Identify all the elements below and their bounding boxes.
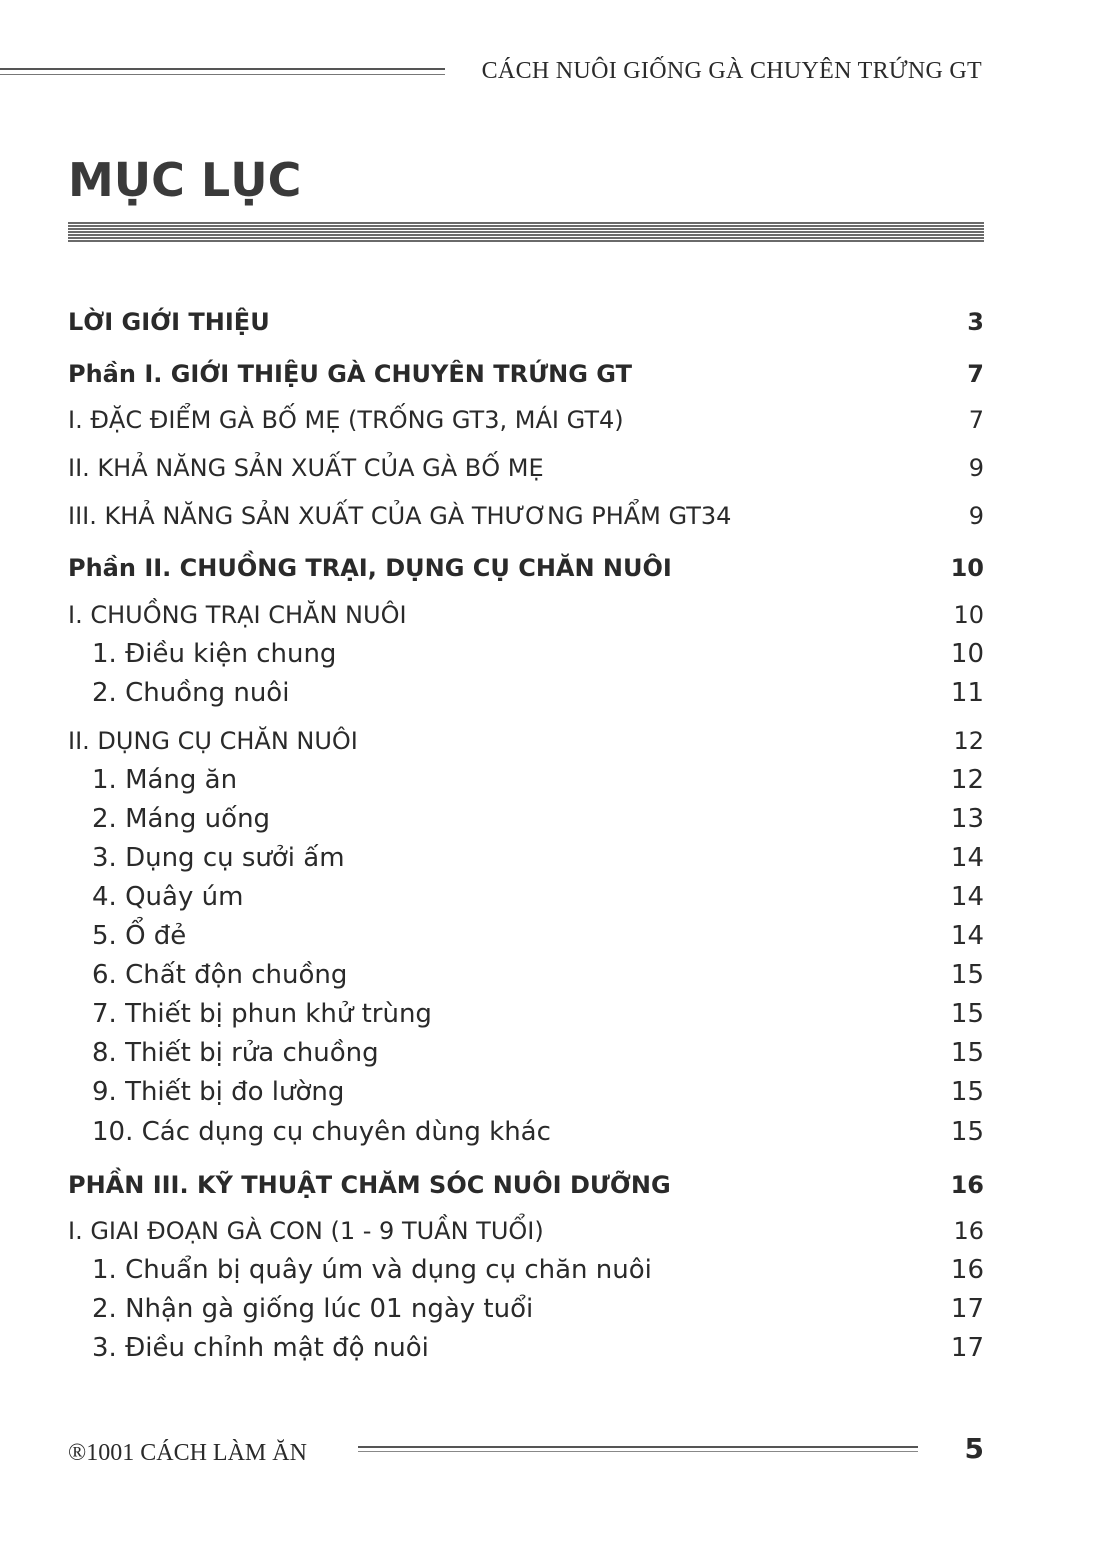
toc-entry[interactable] — [68, 639, 984, 673]
toc-entry-label: 2. Máng uống — [92, 804, 271, 834]
toc-entry-page: 17 — [950, 1294, 984, 1324]
toc-entry-page: 17 — [950, 1333, 984, 1363]
footer-rule — [358, 1446, 918, 1452]
toc-entry[interactable] — [68, 1333, 984, 1367]
toc-entry-page: 9 — [968, 454, 984, 482]
toc-entry[interactable] — [68, 1117, 984, 1151]
toc-entry[interactable] — [68, 999, 984, 1033]
toc-entry[interactable] — [68, 678, 984, 712]
toc-entry-label: PHẦN III. KỸ THUẬT CHĂM SÓC NUÔI DƯỠNG — [68, 1171, 671, 1199]
toc-entry-page: 7 — [967, 360, 984, 388]
toc-entry[interactable] — [68, 1294, 984, 1328]
toc-entry[interactable] — [68, 804, 984, 838]
toc-entry-label: 8. Thiết bị rửa chuồng — [92, 1038, 379, 1068]
toc-entry[interactable] — [68, 960, 984, 994]
toc-entry-label: Phần II. CHUỒNG TRẠI, DỤNG CỤ CHĂN NUÔI — [68, 554, 672, 582]
toc-entry-label: 7. Thiết bị phun khử trùng — [92, 999, 432, 1029]
toc-entry-page: 11 — [950, 678, 984, 708]
toc-entry-label: III. KHẢ NĂNG SẢN XUẤT CỦA GÀ THƯƠNG PHẨM GT34 — [68, 502, 732, 530]
toc-entry[interactable] — [68, 406, 984, 440]
toc-entry[interactable] — [68, 1077, 984, 1111]
toc-entry-page: 15 — [950, 1117, 984, 1147]
toc-entry[interactable] — [68, 1171, 984, 1205]
toc-entry[interactable] — [68, 1217, 984, 1251]
toc-entry-label: 2. Chuồng nuôi — [92, 678, 290, 708]
toc-entry[interactable] — [68, 308, 984, 342]
page-title: MỤC LỤC — [68, 153, 302, 207]
toc-entry-page: 16 — [950, 1171, 984, 1199]
toc-entry-label: II. DỤNG CỤ CHĂN NUÔI — [68, 727, 358, 755]
toc-entry-label: 6. Chất độn chuồng — [92, 960, 348, 990]
toc-entry-page: 13 — [950, 804, 984, 834]
toc-entry-page: 10 — [953, 601, 984, 629]
toc-entry-label: 10. Các dụng cụ chuyên dùng khác — [92, 1117, 551, 1147]
toc-entry[interactable] — [68, 601, 984, 635]
toc-entry-label: 1. Điều kiện chung — [92, 639, 337, 669]
toc-entry-page: 15 — [950, 1038, 984, 1068]
toc-entry-label: 9. Thiết bị đo lường — [92, 1077, 345, 1107]
toc-entry-page: 9 — [968, 502, 984, 530]
toc-entry-label: 1. Máng ăn — [92, 765, 238, 795]
toc-entry-label: 4. Quây úm — [92, 882, 244, 912]
toc-entry-label: I. GIAI ĐOẠN GÀ CON (1 - 9 TUẦN TUỔI) — [68, 1217, 544, 1245]
toc-entry[interactable] — [68, 554, 984, 588]
toc-entry-page: 16 — [953, 1217, 984, 1245]
toc-entry-page: 15 — [950, 1077, 984, 1107]
toc-entry-label: 3. Điều chỉnh mật độ nuôi — [92, 1333, 429, 1363]
toc-entry-page: 12 — [953, 727, 984, 755]
toc-entry-page: 3 — [967, 308, 984, 336]
toc-entry-label: 3. Dụng cụ sưởi ấm — [92, 843, 345, 873]
toc-entry-page: 15 — [950, 960, 984, 990]
toc-entry-label: LỜI GIỚI THIỆU — [68, 308, 270, 336]
toc-entry-page: 14 — [950, 921, 984, 951]
toc-entry-label: 1. Chuẩn bị quây úm và dụng cụ chăn nuôi — [92, 1255, 652, 1285]
toc-entry[interactable] — [68, 1255, 984, 1289]
toc-entry-label: Phần I. GIỚI THIỆU GÀ CHUYÊN TRỨNG GT — [68, 360, 632, 388]
toc-entry-page: 14 — [950, 882, 984, 912]
page-number: 5 — [964, 1432, 984, 1465]
toc-entry-label: I. CHUỒNG TRẠI CHĂN NUÔI — [68, 601, 407, 629]
toc-entry[interactable] — [68, 1038, 984, 1072]
footer-publisher: ®1001 CÁCH LÀM ĂN — [68, 1440, 307, 1466]
toc-entry-label: II. KHẢ NĂNG SẢN XUẤT CỦA GÀ BỐ MẸ — [68, 454, 544, 482]
toc-entry-page: 10 — [950, 554, 984, 582]
toc-entry[interactable] — [68, 727, 984, 761]
toc-entry[interactable] — [68, 765, 984, 799]
toc-entry-page: 16 — [950, 1255, 984, 1285]
toc-entry-page: 14 — [950, 843, 984, 873]
running-title: CÁCH NUÔI GIỐNG GÀ CHUYÊN TRỨNG GT — [481, 58, 982, 84]
toc-entry[interactable] — [68, 843, 984, 877]
toc-entry[interactable] — [68, 360, 984, 394]
toc-entry-label: 2. Nhận gà giống lúc 01 ngày tuổi — [92, 1294, 534, 1324]
toc-entry-page: 15 — [950, 999, 984, 1029]
toc-entry-page: 12 — [950, 765, 984, 795]
toc-entry-page: 10 — [950, 639, 984, 669]
toc-entry-label: I. ĐẶC ĐIỂM GÀ BỐ MẸ (TRỐNG GT3, MÁI GT4) — [68, 406, 624, 434]
toc-entry[interactable] — [68, 454, 984, 488]
toc-entry-page: 7 — [968, 406, 984, 434]
toc-entry[interactable] — [68, 921, 984, 955]
toc-entry[interactable] — [68, 502, 984, 536]
toc-entry[interactable] — [68, 882, 984, 916]
toc-entry-label: 5. Ổ đẻ — [92, 921, 187, 951]
